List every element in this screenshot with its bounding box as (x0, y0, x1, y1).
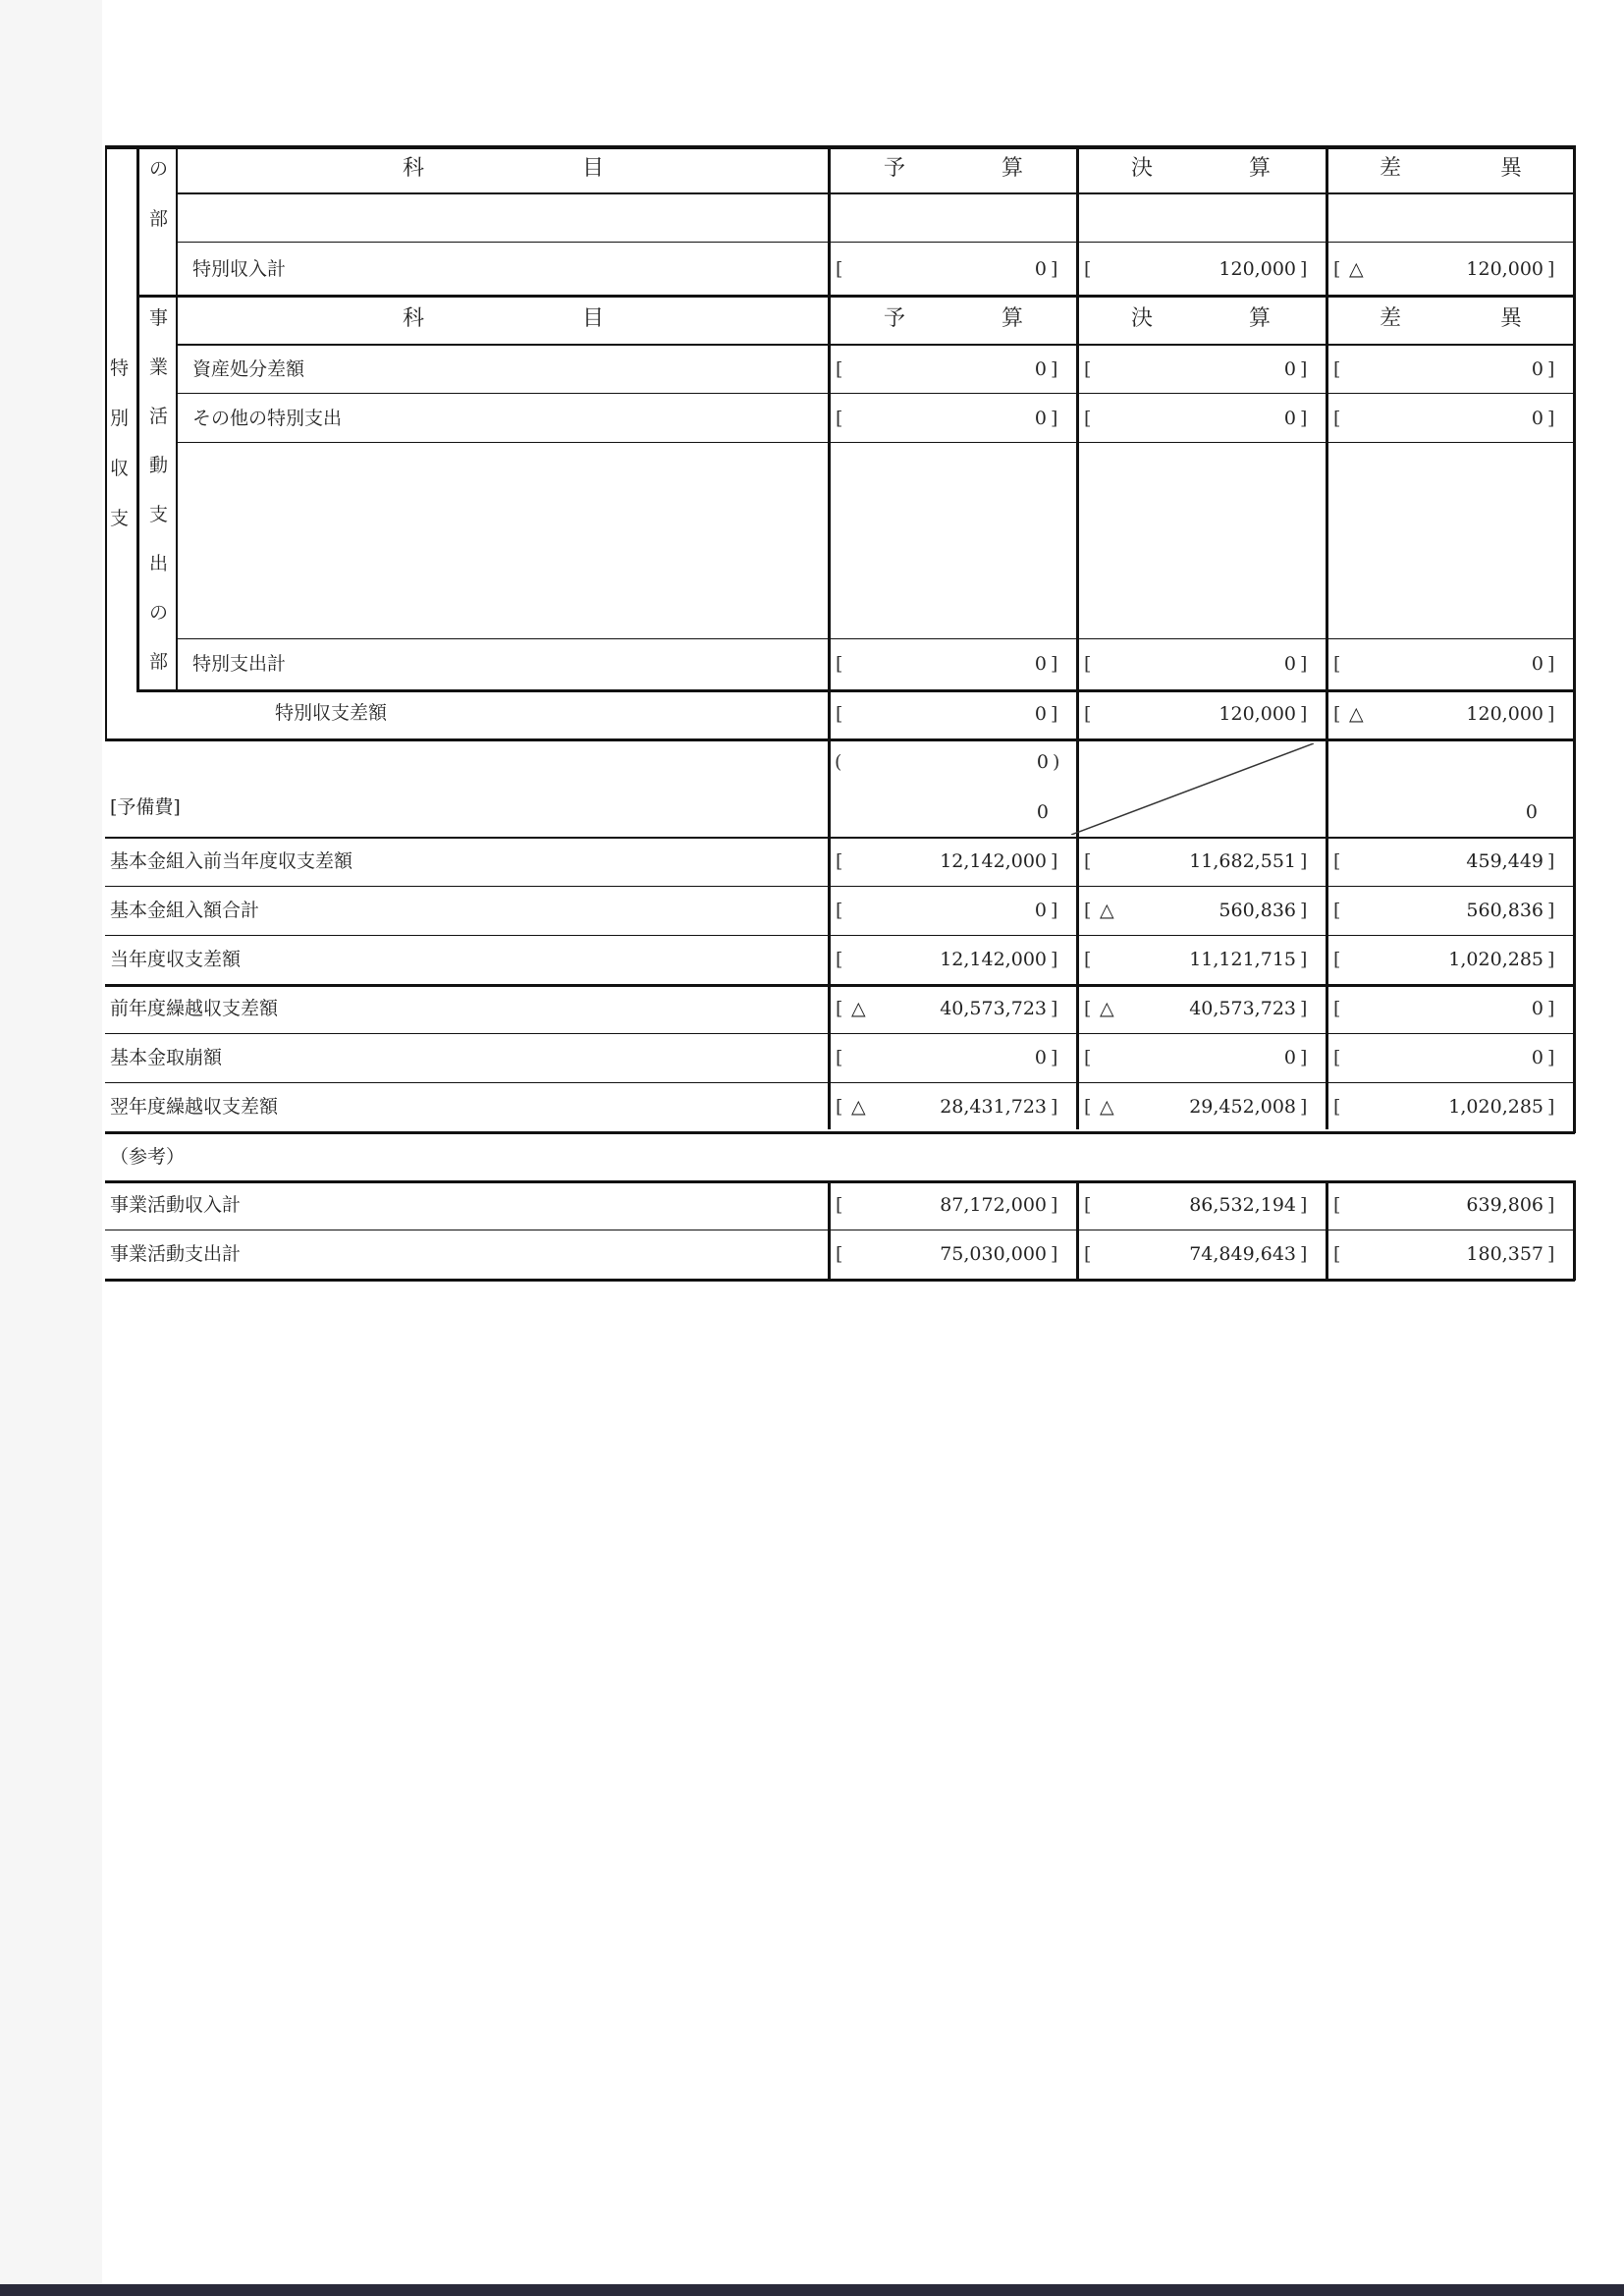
reserve-budget-open-paren: ( (835, 751, 842, 773)
expense-part-label-8: 部 (149, 651, 169, 673)
special-section-label-3: 収 (110, 458, 130, 479)
special-income-total-settlement-value: 120,000 (1218, 258, 1296, 280)
summary_rows-2-budget-open-bracket: [ (836, 949, 843, 970)
special-expense-0-settlement-open-bracket: [ (1084, 358, 1092, 380)
table-rule-v (1573, 145, 1576, 1133)
summary_rows-0-settlement-value: 11,682,551 (1189, 850, 1296, 872)
reference_rows-0-settlement-close-bracket: ] (1300, 1194, 1308, 1216)
table-rule-h (105, 886, 1575, 887)
scan-bottom-edge (0, 2284, 1624, 2296)
special-income-total-budget-close-bracket: ] (1051, 258, 1058, 280)
special-expense-total-settlement-close-bracket: ] (1300, 653, 1308, 675)
carry-rows-label-0: 前年度繰越収支差額 (110, 998, 279, 1019)
header-budget-2-income: 算 (1001, 156, 1024, 181)
carry_rows-0-difference-value: 0 (1531, 998, 1543, 1019)
carry_rows-1-difference-open-bracket: [ (1333, 1047, 1341, 1068)
special-expense-total-budget-open-bracket: [ (836, 653, 843, 675)
diagonal-line (1071, 743, 1314, 835)
special-balance-budget-value: 0 (1034, 703, 1047, 725)
carry_rows-0-settlement-value: 40,573,723 (1189, 998, 1296, 1019)
special-expense-1-difference-close-bracket: ] (1547, 408, 1555, 429)
table-rule-h (176, 393, 1573, 394)
summary_rows-2-settlement-open-bracket: [ (1084, 949, 1092, 970)
carry_rows-2-settlement-triangle-icon: △ (1100, 1096, 1114, 1118)
summary_rows-1-difference-value: 560,836 (1466, 900, 1543, 921)
special-section-label-2: 別 (110, 408, 130, 429)
summary_rows-0-budget-open-bracket: [ (836, 850, 843, 872)
carry_rows-1-settlement-value: 0 (1283, 1047, 1296, 1068)
reference_rows-0-difference-close-bracket: ] (1547, 1194, 1555, 1216)
carry_rows-2-budget-value: 28,431,723 (940, 1096, 1047, 1118)
summary_rows-1-budget-close-bracket: ] (1051, 900, 1058, 921)
carry_rows-1-budget-value: 0 (1034, 1047, 1047, 1068)
carry_rows-2-budget-open-bracket: [ (836, 1096, 843, 1118)
special-income-total-difference-close-bracket: ] (1547, 258, 1555, 280)
carry_rows-1-budget-close-bracket: ] (1051, 1047, 1058, 1068)
reference_rows-1-budget-open-bracket: [ (836, 1243, 843, 1265)
table-rule-h (105, 1279, 1575, 1282)
special-expense-total-difference-value: 0 (1531, 653, 1543, 675)
carry_rows-1-difference-close-bracket: ] (1547, 1047, 1555, 1068)
table-rule-h (105, 1082, 1575, 1083)
summary_rows-2-settlement-close-bracket: ] (1300, 949, 1308, 970)
income-part-label-2: 部 (149, 208, 169, 230)
reference_rows-0-settlement-open-bracket: [ (1084, 1194, 1092, 1216)
carry_rows-0-settlement-triangle-icon: △ (1100, 998, 1114, 1019)
table-rule-h (136, 295, 1573, 298)
reserve-label: [予備費] (110, 796, 181, 818)
summary_rows-1-settlement-close-bracket: ] (1300, 900, 1308, 921)
header-subject-1-expense: 科 (403, 306, 425, 331)
summary-rows-label-1: 基本金組入額合計 (110, 900, 260, 921)
scan-margin (0, 0, 102, 2296)
table-rule-v (1326, 1180, 1328, 1279)
special-expense-total-settlement-value: 0 (1283, 653, 1296, 675)
summary_rows-0-difference-open-bracket: [ (1333, 850, 1341, 872)
special-expense-total-difference-open-bracket: [ (1333, 653, 1341, 675)
special-expense-1-difference-value: 0 (1531, 408, 1543, 429)
table-rule-h (176, 192, 1573, 194)
reference_rows-0-budget-close-bracket: ] (1051, 1194, 1058, 1216)
carry_rows-1-settlement-open-bracket: [ (1084, 1047, 1092, 1068)
header-difference-2-income: 異 (1500, 156, 1523, 181)
table-rule-h (105, 1131, 1575, 1134)
reference-rows-label-0: 事業活動収入計 (110, 1194, 242, 1216)
header-subject-2-expense: 目 (582, 306, 605, 331)
carry_rows-1-budget-open-bracket: [ (836, 1047, 843, 1068)
special-expense-0-difference-value: 0 (1531, 358, 1543, 380)
summary_rows-1-budget-open-bracket: [ (836, 900, 843, 921)
table-rule-v (105, 145, 107, 738)
header-budget-1-income: 予 (884, 156, 906, 181)
special-expense-1-budget-close-bracket: ] (1051, 408, 1058, 429)
table-rule-h (105, 837, 1575, 839)
summary-rows-label-2: 当年度収支差額 (110, 949, 242, 970)
table-rule-h (176, 442, 1573, 443)
special-expense-total-budget-close-bracket: ] (1051, 653, 1058, 675)
header-subject-1-income: 科 (403, 156, 425, 181)
table-rule-h (176, 344, 1573, 346)
summary_rows-1-settlement-value: 560,836 (1218, 900, 1296, 921)
carry_rows-0-budget-open-bracket: [ (836, 998, 843, 1019)
summary_rows-2-difference-close-bracket: ] (1547, 949, 1555, 970)
table-rule-v (828, 297, 831, 1129)
special-balance-difference-open-bracket: [ (1333, 703, 1341, 725)
table-rule-h (105, 1033, 1575, 1034)
carry_rows-1-settlement-close-bracket: ] (1300, 1047, 1308, 1068)
carry-rows-label-1: 基本金取崩額 (110, 1047, 223, 1068)
table-rule-v (1573, 1180, 1576, 1281)
reference_rows-0-difference-value: 639,806 (1466, 1194, 1543, 1216)
reference_rows-0-settlement-value: 86,532,194 (1189, 1194, 1296, 1216)
header-difference-1-income: 差 (1380, 156, 1402, 181)
table-rule-v (1326, 145, 1328, 297)
reference_rows-1-budget-close-bracket: ] (1051, 1243, 1058, 1265)
reference_rows-1-settlement-open-bracket: [ (1084, 1243, 1092, 1265)
expense-part-label-5: 支 (149, 504, 169, 525)
special-expense-0-difference-open-bracket: [ (1333, 358, 1341, 380)
table-rule-h (105, 145, 1575, 149)
reference_rows-1-difference-close-bracket: ] (1547, 1243, 1555, 1265)
carry_rows-2-budget-close-bracket: ] (1051, 1096, 1058, 1118)
special-expense-total-budget-value: 0 (1034, 653, 1047, 675)
carry_rows-2-difference-value: 1,020,285 (1448, 1096, 1543, 1118)
special-expense-total-label: 特別支出計 (192, 653, 287, 675)
summary_rows-2-difference-open-bracket: [ (1333, 949, 1341, 970)
table-rule-v (828, 145, 831, 297)
table-rule-h (176, 242, 1573, 243)
special-expense-1-settlement-value: 0 (1283, 408, 1296, 429)
carry_rows-0-settlement-close-bracket: ] (1300, 998, 1308, 1019)
table-rule-h (105, 935, 1575, 936)
carry_rows-0-difference-close-bracket: ] (1547, 998, 1555, 1019)
carry_rows-2-difference-open-bracket: [ (1333, 1096, 1341, 1118)
summary_rows-2-budget-value: 12,142,000 (940, 949, 1047, 970)
reserve-budget-paren-value: 0 (1036, 751, 1049, 773)
special-expense-1-difference-open-bracket: [ (1333, 408, 1341, 429)
special-expense-1-budget-value: 0 (1034, 408, 1047, 429)
header-settlement-2-income: 算 (1249, 156, 1272, 181)
special-balance-label: 特別収支差額 (275, 702, 388, 724)
expense-part-label-4: 動 (149, 455, 169, 476)
table-rule-v (1076, 145, 1079, 297)
special-section-label-4: 支 (110, 508, 130, 529)
reference_rows-0-budget-open-bracket: [ (836, 1194, 843, 1216)
carry_rows-0-difference-open-bracket: [ (1333, 998, 1341, 1019)
summary_rows-1-settlement-triangle-icon: △ (1100, 900, 1114, 921)
summary_rows-1-settlement-open-bracket: [ (1084, 900, 1092, 921)
expense-part-label-6: 出 (149, 553, 169, 574)
header-subject-2-income: 目 (582, 156, 605, 181)
summary-rows-label-0: 基本金組入前当年度収支差額 (110, 850, 353, 872)
table-rule-v (1076, 297, 1079, 1129)
special-expense-label-0: 資産処分差額 (192, 358, 305, 380)
header-difference-1-expense: 差 (1380, 306, 1402, 331)
special-expense-0-difference-close-bracket: ] (1547, 358, 1555, 380)
special-balance-difference-value: 120,000 (1466, 703, 1543, 725)
summary_rows-0-difference-close-bracket: ] (1547, 850, 1555, 872)
summary_rows-0-difference-value: 459,449 (1466, 850, 1543, 872)
reference_rows-1-difference-open-bracket: [ (1333, 1243, 1341, 1265)
special-expense-total-settlement-open-bracket: [ (1084, 653, 1092, 675)
summary_rows-0-settlement-close-bracket: ] (1300, 850, 1308, 872)
special-section-label-1: 特 (110, 357, 130, 379)
table-rule-h (176, 638, 1573, 639)
summary_rows-1-difference-close-bracket: ] (1547, 900, 1555, 921)
expense-part-label-1: 事 (149, 307, 169, 329)
summary_rows-1-difference-open-bracket: [ (1333, 900, 1341, 921)
carry_rows-2-difference-close-bracket: ] (1547, 1096, 1555, 1118)
special-income-total-settlement-open-bracket: [ (1084, 258, 1092, 280)
carry_rows-1-difference-value: 0 (1531, 1047, 1543, 1068)
summary_rows-1-budget-value: 0 (1034, 900, 1047, 921)
carry_rows-0-budget-triangle-icon: △ (851, 998, 866, 1019)
special-balance-budget-close-bracket: ] (1051, 703, 1058, 725)
special-balance-settlement-value: 120,000 (1218, 703, 1296, 725)
header-difference-2-expense: 異 (1500, 306, 1523, 331)
special-income-total-label: 特別収入計 (192, 258, 287, 280)
special-income-total-budget-value: 0 (1034, 258, 1047, 280)
header-budget-2-expense: 算 (1001, 306, 1024, 331)
table-rule-v (1076, 1180, 1079, 1279)
special-balance-difference-triangle-icon: △ (1349, 703, 1364, 725)
summary_rows-2-difference-value: 1,020,285 (1448, 949, 1543, 970)
reference_rows-1-budget-value: 75,030,000 (940, 1243, 1047, 1265)
expense-part-label-2: 業 (149, 356, 169, 378)
special-expense-1-budget-open-bracket: [ (836, 408, 843, 429)
table-rule-v (1326, 297, 1328, 1129)
reserve-budget-close-paren: ) (1053, 751, 1060, 773)
table-rule-h (105, 738, 1575, 741)
diagonal-strike (1071, 743, 1314, 835)
reference-rows-label-1: 事業活動支出計 (110, 1243, 242, 1265)
reference_rows-1-difference-value: 180,357 (1466, 1243, 1543, 1265)
header-budget-1-expense: 予 (884, 306, 906, 331)
special-balance-settlement-open-bracket: [ (1084, 703, 1092, 725)
carry_rows-0-budget-value: 40,573,723 (940, 998, 1047, 1019)
special-expense-1-settlement-close-bracket: ] (1300, 408, 1308, 429)
header-settlement-2-expense: 算 (1249, 306, 1272, 331)
special-income-total-difference-open-bracket: [ (1333, 258, 1341, 280)
reserve-budget-value: 0 (1036, 801, 1049, 823)
special-balance-difference-close-bracket: ] (1547, 703, 1555, 725)
carry_rows-2-settlement-close-bracket: ] (1300, 1096, 1308, 1118)
reference-label: （参考） (110, 1146, 186, 1168)
table-rule-h (105, 1180, 1575, 1183)
special-expense-total-difference-close-bracket: ] (1547, 653, 1555, 675)
special-expense-label-1: その他の特別支出 (192, 408, 343, 429)
table-rule-h (105, 984, 1575, 987)
special-income-total-budget-open-bracket: [ (836, 258, 843, 280)
carry_rows-0-settlement-open-bracket: [ (1084, 998, 1092, 1019)
table-rule-v (828, 1180, 831, 1279)
carry_rows-2-settlement-value: 29,452,008 (1189, 1096, 1296, 1118)
carry_rows-2-budget-triangle-icon: △ (851, 1096, 866, 1118)
carry_rows-0-budget-close-bracket: ] (1051, 998, 1058, 1019)
table-rule-h (136, 689, 1573, 692)
special-expense-0-budget-value: 0 (1034, 358, 1047, 380)
header-settlement-1-income: 決 (1131, 156, 1154, 181)
special-expense-0-settlement-close-bracket: ] (1300, 358, 1308, 380)
header-settlement-1-expense: 決 (1131, 306, 1154, 331)
special-expense-1-settlement-open-bracket: [ (1084, 408, 1092, 429)
special-income-total-difference-value: 120,000 (1466, 258, 1543, 280)
special-balance-settlement-close-bracket: ] (1300, 703, 1308, 725)
special-expense-0-budget-open-bracket: [ (836, 358, 843, 380)
special-balance-budget-open-bracket: [ (836, 703, 843, 725)
reference_rows-1-settlement-value: 74,849,643 (1189, 1243, 1296, 1265)
reference_rows-1-settlement-close-bracket: ] (1300, 1243, 1308, 1265)
table-rule-v (136, 145, 139, 691)
special-income-total-settlement-close-bracket: ] (1300, 258, 1308, 280)
reserve-difference-value: 0 (1525, 801, 1538, 823)
special-expense-0-budget-close-bracket: ] (1051, 358, 1058, 380)
table-rule-v (176, 145, 178, 691)
carry-rows-label-2: 翌年度繰越収支差額 (110, 1096, 279, 1118)
carry_rows-2-settlement-open-bracket: [ (1084, 1096, 1092, 1118)
summary_rows-0-budget-value: 12,142,000 (940, 850, 1047, 872)
special-income-total-difference-triangle-icon: △ (1349, 258, 1364, 280)
income-part-label-1: の (149, 158, 169, 180)
summary_rows-0-settlement-open-bracket: [ (1084, 850, 1092, 872)
special-expense-0-settlement-value: 0 (1283, 358, 1296, 380)
expense-part-label-7: の (149, 602, 169, 624)
reference_rows-0-difference-open-bracket: [ (1333, 1194, 1341, 1216)
expense-part-label-3: 活 (149, 406, 169, 427)
summary_rows-2-budget-close-bracket: ] (1051, 949, 1058, 970)
reference_rows-0-budget-value: 87,172,000 (940, 1194, 1047, 1216)
summary_rows-2-settlement-value: 11,121,715 (1189, 949, 1296, 970)
summary_rows-0-budget-close-bracket: ] (1051, 850, 1058, 872)
